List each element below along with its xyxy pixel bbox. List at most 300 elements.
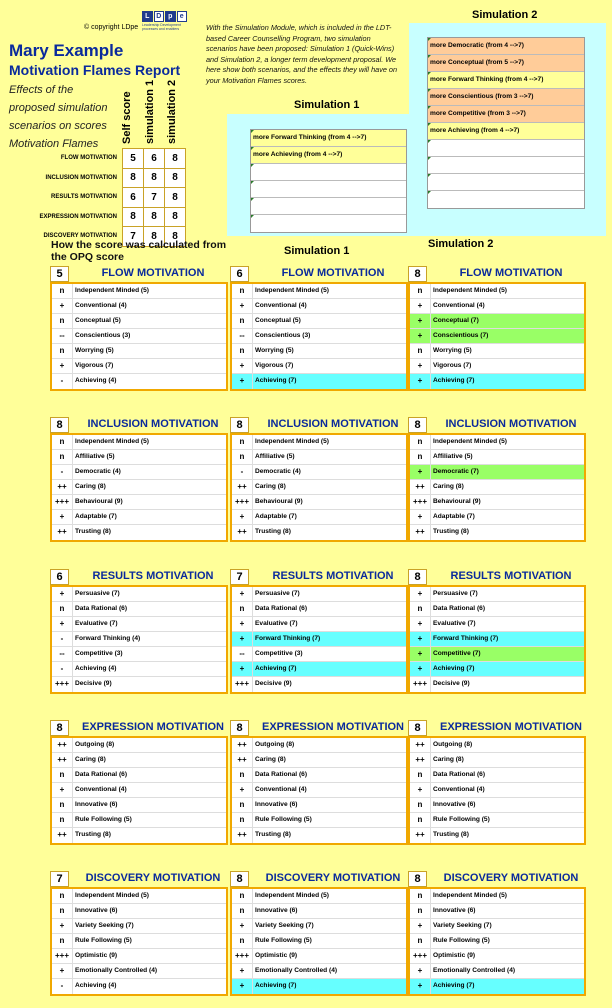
trait-label: Outgoing (8): [252, 738, 406, 752]
card-score: 6: [230, 266, 249, 282]
trait-label: Trusting (8): [72, 525, 226, 540]
score-cell: 8: [144, 168, 165, 188]
trait-sign: n: [417, 286, 423, 295]
trait-sign: +: [239, 361, 245, 370]
trait-label: Independent Minded (5): [430, 284, 584, 298]
score-cell: 8: [144, 207, 165, 227]
card-header: [50, 417, 228, 432]
trait-row: [410, 510, 584, 525]
trait-row: [52, 979, 226, 994]
trait-row: [232, 949, 406, 964]
sim2-item: [428, 157, 584, 174]
trait-sign: n: [417, 906, 423, 915]
trait-row: [232, 768, 406, 783]
card-title: EXPRESSION MOTIVATION: [262, 721, 404, 733]
card-rows: [230, 282, 408, 391]
trait-label: Conscientious (3): [252, 329, 406, 343]
trait-sign: ++: [237, 740, 247, 749]
trait-label: Democratic (4): [252, 465, 406, 479]
trait-label: Variety Seeking (7): [252, 919, 406, 933]
trait-row: [52, 435, 226, 450]
trait-row: [232, 919, 406, 934]
trait-label: Forward Thinking (4): [72, 632, 226, 646]
copyright: © copyright LDpe: [84, 24, 139, 31]
trait-label: Behavioural (9): [72, 495, 226, 509]
trait-sign: n: [239, 452, 245, 461]
trait-sign: +: [59, 785, 65, 794]
trait-sign: n: [417, 891, 423, 900]
trait-label: Decisive (9): [72, 677, 226, 692]
trait-row: [410, 314, 584, 329]
trait-label: Achieving (7): [252, 374, 406, 389]
trait-label: Optimistic (9): [252, 949, 406, 963]
trait-row: [52, 359, 226, 374]
trait-row: [410, 979, 584, 994]
trait-sign: n: [239, 800, 245, 809]
trait-sign: ++: [237, 755, 247, 764]
trait-sign: n: [59, 604, 65, 613]
trait-sign: n: [417, 815, 423, 824]
card-rows: [50, 585, 228, 694]
trait-label: Caring (8): [430, 480, 584, 494]
trait-sign: +: [417, 361, 423, 370]
sim2-item: more Forward Thinking (from 4 -->7): [428, 72, 584, 89]
trait-row: [410, 344, 584, 359]
trait-row: [410, 934, 584, 949]
sim1-item: more Achieving (from 4 -->7): [251, 147, 406, 164]
trait-label: Vigorous (7): [252, 359, 406, 373]
motivation-card: [408, 720, 586, 845]
trait-label: Data Rational (6): [252, 768, 406, 782]
trait-sign: n: [239, 316, 245, 325]
trait-row: [52, 632, 226, 647]
trait-sign: +: [410, 647, 430, 661]
trait-row: [52, 753, 226, 768]
trait-label: Behavioural (9): [252, 495, 406, 509]
card-rows: [50, 433, 228, 542]
trait-label: Caring (8): [252, 753, 406, 767]
score-cell: 8: [165, 188, 186, 208]
trait-sign: n: [59, 346, 65, 355]
motivation-card: [50, 417, 228, 542]
trait-label: Conventional (4): [430, 783, 584, 797]
score-cell: 8: [165, 168, 186, 188]
trait-sign: +: [239, 785, 245, 794]
trait-label: Data Rational (6): [252, 602, 406, 616]
trait-sign: +++: [234, 679, 249, 688]
card-score: 8: [230, 720, 249, 736]
trait-label: Rule Following (5): [430, 813, 584, 827]
trait-sign: n: [239, 936, 245, 945]
card-score: 6: [50, 569, 69, 585]
sim2-item: more Conceptual (from 5 -->7): [428, 55, 584, 72]
motivation-card: [408, 417, 586, 542]
trait-row: [232, 359, 406, 374]
trait-label: Achieving (7): [430, 662, 584, 676]
trait-sign: ++: [415, 755, 425, 764]
trait-sign: +++: [54, 497, 69, 506]
trait-label: Outgoing (8): [430, 738, 584, 752]
trait-label: Innovative (6): [252, 798, 406, 812]
trait-sign: +: [417, 589, 423, 598]
card-header: [408, 266, 586, 281]
trait-label: Vigorous (7): [72, 359, 226, 373]
trait-sign: n: [59, 906, 65, 915]
trait-sign: -: [60, 634, 64, 643]
sim2-item: more Competitive (from 3 -->7): [428, 106, 584, 123]
trait-label: Persuasive (7): [252, 587, 406, 601]
card-rows: [230, 887, 408, 996]
card-rows: [50, 282, 228, 391]
trait-row: [52, 344, 226, 359]
trait-label: Democratic (7): [430, 465, 584, 479]
card-title: RESULTS MOTIVATION: [450, 570, 572, 582]
trait-label: Independent Minded (5): [252, 889, 406, 903]
trait-row: [410, 602, 584, 617]
trait-row: [410, 949, 584, 964]
trait-label: Independent Minded (5): [430, 435, 584, 449]
trait-label: Decisive (9): [430, 677, 584, 692]
trait-sign: n: [417, 437, 423, 446]
card-header: [50, 720, 228, 735]
card-rows: [50, 887, 228, 996]
trait-sign: n: [59, 891, 65, 900]
trait-label: Achieving (7): [252, 979, 406, 994]
trait-row: [52, 964, 226, 979]
trait-sign: n: [417, 800, 423, 809]
trait-sign: ++: [57, 755, 67, 764]
card-rows: [408, 282, 586, 391]
card-header: [230, 569, 408, 584]
column-header-sim2: Simulation 2: [428, 238, 494, 250]
trait-row: [410, 480, 584, 495]
trait-sign: +++: [412, 679, 427, 688]
sim2-list: [427, 37, 585, 209]
trait-label: Achieving (4): [72, 662, 226, 676]
trait-label: Adaptable (7): [252, 510, 406, 524]
trait-sign: -: [60, 981, 64, 990]
trait-sign: +: [417, 512, 423, 521]
trait-label: Data Rational (6): [72, 602, 226, 616]
trait-row: [410, 374, 584, 389]
sim2-item: [428, 191, 584, 208]
motivation-card: [230, 720, 408, 845]
card-rows: [408, 585, 586, 694]
trait-row: [232, 510, 406, 525]
trait-row: [52, 329, 226, 344]
score-row: [4, 188, 186, 208]
trait-row: [52, 480, 226, 495]
trait-sign: n: [239, 604, 245, 613]
card-rows: [230, 433, 408, 542]
trait-sign: +: [232, 662, 252, 676]
logo-letter: e: [177, 11, 188, 22]
trait-label: Adaptable (7): [72, 510, 226, 524]
trait-label: Decisive (9): [252, 677, 406, 692]
trait-label: Persuasive (7): [72, 587, 226, 601]
trait-sign: ++: [57, 527, 67, 536]
trait-sign: n: [59, 452, 65, 461]
sim2-item: more Conscientious (from 3 -->7): [428, 89, 584, 106]
trait-sign: +: [410, 314, 430, 328]
trait-row: [52, 587, 226, 602]
trait-sign: n: [239, 770, 245, 779]
card-score: 8: [408, 871, 427, 887]
trait-row: [232, 632, 406, 647]
logo-tagline: Leadership Development processes and enablers: [142, 23, 181, 31]
sim2-item: [428, 174, 584, 191]
card-score: 8: [408, 417, 427, 433]
card-header: [50, 569, 228, 584]
logo-letter: D: [154, 11, 165, 22]
trait-label: Conventional (4): [252, 783, 406, 797]
trait-label: Innovative (6): [252, 904, 406, 918]
intro-note: With the Simulation Module, which is included in the LDT-based Career Counselling Program, two simulation scenarios have been proposed: Simulation 1 (Quick-Wins) and Simulation 2, a longer term development proposal. We here show both scenarios, and the effects they will have on your Motivation Flames scores.: [206, 23, 398, 85]
trait-label: Affiliative (5): [430, 450, 584, 464]
trait-label: Competitive (7): [430, 647, 584, 661]
trait-sign: n: [417, 936, 423, 945]
trait-sign: n: [417, 770, 423, 779]
trait-label: Variety Seeking (7): [72, 919, 226, 933]
motivation-card: [50, 569, 228, 694]
trait-row: [52, 934, 226, 949]
trait-sign: ++: [237, 482, 247, 491]
trait-row: [410, 889, 584, 904]
trait-row: [232, 647, 406, 662]
trait-label: Innovative (6): [72, 904, 226, 918]
trait-label: Innovative (6): [430, 904, 584, 918]
card-score: 8: [408, 569, 427, 585]
trait-row: [232, 979, 406, 994]
motivation-card: [50, 266, 228, 391]
trait-sign: n: [239, 286, 245, 295]
trait-row: [232, 783, 406, 798]
trait-row: [232, 465, 406, 480]
trait-label: Achieving (7): [252, 662, 406, 676]
trait-row: [52, 889, 226, 904]
trait-row: [410, 677, 584, 692]
trait-label: Data Rational (6): [430, 602, 584, 616]
trait-label: Innovative (6): [72, 798, 226, 812]
trait-sign: +++: [54, 679, 69, 688]
trait-label: Affiliative (5): [252, 450, 406, 464]
trait-row: [232, 284, 406, 299]
card-title: EXPRESSION MOTIVATION: [82, 721, 224, 733]
card-score: 7: [230, 569, 249, 585]
trait-row: [52, 783, 226, 798]
trait-sign: +: [59, 619, 65, 628]
trait-sign: ++: [57, 740, 67, 749]
trait-label: Trusting (8): [252, 525, 406, 540]
trait-label: Independent Minded (5): [252, 435, 406, 449]
score-row-label: DISCOVERY MOTIVATION: [43, 233, 117, 240]
score-cell: 5: [123, 149, 144, 169]
trait-label: Democratic (4): [72, 465, 226, 479]
score-summary-table: [4, 148, 186, 247]
trait-row: [232, 525, 406, 540]
trait-row: [52, 465, 226, 480]
trait-sign: +: [232, 979, 252, 994]
trait-row: [232, 480, 406, 495]
trait-label: Conceptual (7): [430, 314, 584, 328]
trait-label: Data Rational (6): [72, 768, 226, 782]
trait-label: Emotionally Controlled (4): [72, 964, 226, 978]
card-score: 8: [230, 871, 249, 887]
trait-row: [52, 828, 226, 843]
trait-row: [410, 525, 584, 540]
trait-sign: ++: [237, 527, 247, 536]
trait-row: [232, 344, 406, 359]
trait-row: [410, 632, 584, 647]
trait-label: Evaluative (7): [252, 617, 406, 631]
card-score: 8: [230, 417, 249, 433]
trait-row: [410, 813, 584, 828]
trait-label: Optimistic (9): [430, 949, 584, 963]
card-header: [230, 417, 408, 432]
trait-sign: ++: [415, 527, 425, 536]
trait-label: Achieving (4): [72, 979, 226, 994]
trait-label: Competitive (3): [72, 647, 226, 661]
trait-sign: n: [239, 437, 245, 446]
sim1-item: [251, 215, 406, 232]
trait-row: [410, 617, 584, 632]
trait-label: Evaluative (7): [72, 617, 226, 631]
card-rows: [408, 433, 586, 542]
trait-sign: --: [59, 649, 65, 658]
card-rows: [230, 736, 408, 845]
card-title: INCLUSION MOTIVATION: [87, 418, 219, 430]
trait-sign: +: [410, 329, 430, 343]
trait-row: [410, 450, 584, 465]
trait-row: [232, 677, 406, 692]
trait-row: [232, 934, 406, 949]
trait-row: [232, 662, 406, 677]
calc-heading: How the score was calculated from the OPQ score: [51, 239, 227, 263]
logo-letter: p: [165, 11, 176, 22]
trait-sign: --: [59, 331, 65, 340]
trait-sign: n: [59, 286, 65, 295]
trait-row: [52, 510, 226, 525]
trait-sign: +: [59, 589, 65, 598]
trait-label: Trusting (8): [72, 828, 226, 843]
trait-sign: n: [417, 604, 423, 613]
trait-row: [52, 647, 226, 662]
trait-sign: n: [239, 346, 245, 355]
trait-sign: +: [59, 966, 65, 975]
trait-sign: +: [239, 512, 245, 521]
trait-row: [52, 919, 226, 934]
trait-row: [410, 359, 584, 374]
trait-label: Competitive (3): [252, 647, 406, 661]
motivation-card: [408, 569, 586, 694]
trait-sign: +: [417, 966, 423, 975]
trait-row: [52, 314, 226, 329]
trait-sign: +: [59, 301, 65, 310]
trait-label: Outgoing (8): [72, 738, 226, 752]
trait-sign: +++: [234, 951, 249, 960]
sim2-item: more Democratic (from 4 -->7): [428, 38, 584, 55]
score-header-sim1: simulation 1: [144, 79, 156, 144]
logo-letter: L: [142, 11, 153, 22]
score-header-self: Self score: [121, 91, 133, 144]
trait-row: [410, 783, 584, 798]
motivation-card: [50, 871, 228, 996]
trait-label: Conscientious (3): [72, 329, 226, 343]
trait-sign: +: [239, 921, 245, 930]
trait-row: [52, 768, 226, 783]
sim2-item: more Achieving (from 4 -->7): [428, 123, 584, 140]
motivation-card: [230, 569, 408, 694]
motivation-card: [408, 266, 586, 391]
trait-label: Conceptual (5): [72, 314, 226, 328]
trait-sign: +++: [234, 497, 249, 506]
trait-sign: +: [239, 301, 245, 310]
trait-label: Achieving (4): [72, 374, 226, 389]
trait-sign: +: [410, 465, 430, 479]
trait-sign: +: [59, 512, 65, 521]
trait-label: Forward Thinking (7): [252, 632, 406, 646]
trait-row: [232, 374, 406, 389]
trait-row: [410, 465, 584, 480]
trait-label: Optimistic (9): [72, 949, 226, 963]
trait-label: Conventional (4): [72, 299, 226, 313]
trait-row: [52, 374, 226, 389]
trait-row: [410, 299, 584, 314]
trait-sign: n: [59, 815, 65, 824]
trait-sign: n: [59, 316, 65, 325]
sim1-item: [251, 181, 406, 198]
trait-row: [410, 828, 584, 843]
trait-sign: +: [417, 921, 423, 930]
card-header: [230, 720, 408, 735]
trait-label: Adaptable (7): [430, 510, 584, 524]
trait-row: [232, 314, 406, 329]
trait-sign: +: [239, 619, 245, 628]
card-score: 8: [50, 720, 69, 736]
trait-row: [410, 647, 584, 662]
card-score: 8: [408, 720, 427, 736]
trait-row: [410, 738, 584, 753]
card-title: FLOW MOTIVATION: [101, 267, 205, 279]
trait-row: [232, 964, 406, 979]
card-score: 8: [408, 266, 427, 282]
trait-label: Conventional (4): [430, 299, 584, 313]
trait-label: Rule Following (5): [252, 813, 406, 827]
card-title: DISCOVERY MOTIVATION: [85, 872, 221, 884]
trait-row: [232, 435, 406, 450]
report-title: Motivation Flames Report: [9, 62, 181, 78]
motivation-card: [230, 871, 408, 996]
trait-sign: +: [410, 374, 430, 389]
trait-label: Independent Minded (5): [72, 889, 226, 903]
score-row: [4, 149, 186, 169]
trait-row: [52, 495, 226, 510]
sim1-item: [251, 198, 406, 215]
trait-row: [410, 284, 584, 299]
card-title: RESULTS MOTIVATION: [272, 570, 394, 582]
trait-row: [232, 753, 406, 768]
card-score: 7: [50, 871, 69, 887]
trait-row: [52, 949, 226, 964]
trait-sign: ++: [237, 830, 247, 839]
card-title: DISCOVERY MOTIVATION: [265, 872, 401, 884]
trait-row: [52, 450, 226, 465]
trait-row: [52, 602, 226, 617]
card-title: DISCOVERY MOTIVATION: [443, 872, 579, 884]
score-cell: 6: [144, 149, 165, 169]
trait-row: [232, 813, 406, 828]
trait-sign: +++: [412, 951, 427, 960]
